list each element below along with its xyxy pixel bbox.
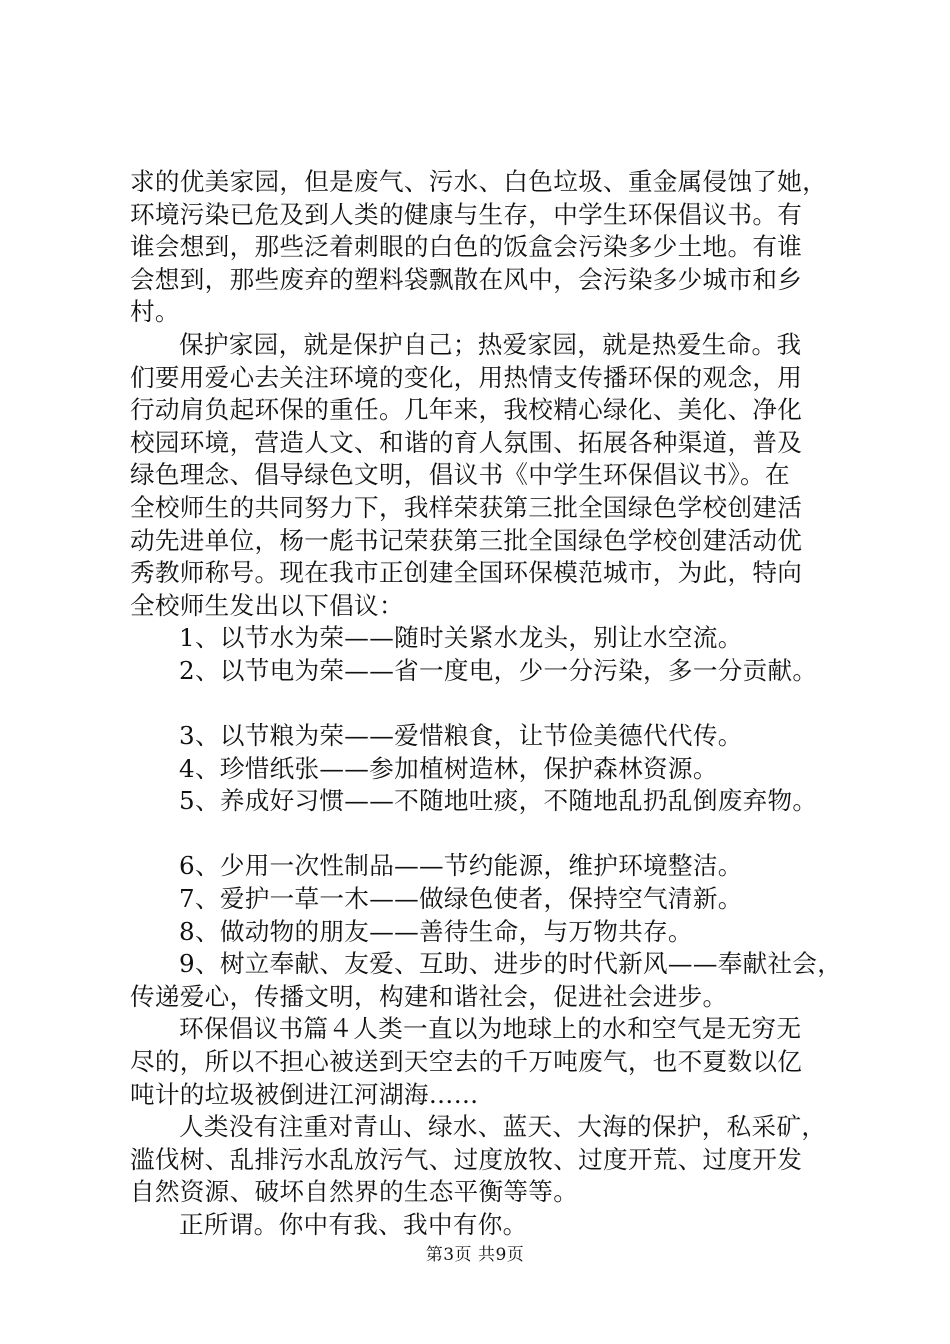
text-line: 们要用爱心去关注环境的变化，用热情支传播环保的观念，用	[130, 362, 803, 392]
paragraph-start-line: 人类没有注重对青山、绿水、蓝天、大海的保护，私采矿，	[179, 1112, 827, 1142]
text-line: 会想到，那些废弃的塑料袋飘散在风中，会污染多少城市和乡	[130, 264, 803, 294]
proposal-item-5: 5、养成好习惯——不随地吐痰，不随地乱扔乱倒废弃物。	[179, 786, 818, 816]
proposal-item-4: 4、珍惜纸张——参加植树造林，保护森林资源。	[179, 753, 718, 783]
paragraph-start-line: 正所谓。你中有我、我中有你。	[179, 1210, 528, 1239]
text-line: 尽的，所以不担心被送到天空去的千万吨废气，也不夏数以亿	[130, 1047, 803, 1077]
proposal-item-2: 2、以节电为荣——省一度电，少一分污染，多一分贡献。	[179, 655, 818, 685]
text-line: 村。	[130, 297, 180, 327]
paragraph-start-line: 环保倡议书篇４人类一直以为地球上的水和空气是无穷无	[179, 1014, 802, 1044]
text-line: 环境污染已危及到人类的健康与生存，中学生环保倡议书。有	[130, 199, 803, 229]
text-line: 滥伐树、乱排污水乱放污气、过度放牧、过度开荒、过度开发	[130, 1144, 803, 1174]
text-line: 吨计的垃圾被倒进江河湖海……	[130, 1079, 479, 1109]
text-line: 动先进单位，杨一彪书记荣获第三批全国绿色学校创建活动优	[130, 525, 803, 555]
document-body	[130, 166, 842, 1242]
text-line: 校园环境，营造人文、和谐的育人氛围、拓展各种渠道，普及	[130, 427, 803, 457]
proposal-item-9: 9、树立奉献、友爱、互助、进步的时代新风——奉献社会，	[179, 949, 843, 979]
text-line: 绿色理念、倡导绿色文明，倡议书《中学生环保倡议书》。在	[130, 460, 790, 490]
proposal-item-7: 7、爱护一草一木——做绿色使者，保持空气清新。	[179, 884, 743, 914]
proposal-item-3: 3、以节粮为荣——爱惜粮食，让节俭美德代代传。	[179, 721, 743, 751]
text-line: 传递爱心，传播文明，构建和谐社会，促进社会进步。	[130, 981, 728, 1011]
blank-line	[130, 688, 842, 721]
proposal-item-8: 8、做动物的朋友——善待生命，与万物共存。	[179, 916, 693, 946]
proposal-item-6: 6、少用一次性制品——节约能源，维护环境整洁。	[179, 851, 743, 881]
text-line: 谁会想到，那些泛着刺眼的白色的饭盒会污染多少土地。有谁	[130, 232, 803, 262]
text-line: 全校师生发出以下倡议：	[130, 590, 404, 620]
text-line: 秀教师称号。现在我市正创建全国环保模范城市，为此，特向	[130, 558, 803, 588]
proposal-item-1: 1、以节水为荣——随时关紧水龙头，别让水空流。	[179, 623, 743, 653]
text-line: 自然资源、破坏自然界的生态平衡等等。	[130, 1177, 579, 1207]
paragraph-start-line: 保护家园，就是保护自己；热爱家园，就是热爱生命。我	[179, 329, 802, 359]
text-line: 全校师生的共同努力下，我样荣获第三批全国绿色学校创建活	[130, 492, 803, 522]
blank-line	[130, 818, 842, 851]
text-line: 求的优美家园，但是废气、污水、白色垃圾、重金属侵蚀了她，	[130, 167, 828, 196]
page-number-footer: 第3页 共9页	[425, 1245, 525, 1265]
text-line: 行动肩负起环保的重任。几年来，我校精心绿化、美化、净化	[130, 395, 803, 425]
